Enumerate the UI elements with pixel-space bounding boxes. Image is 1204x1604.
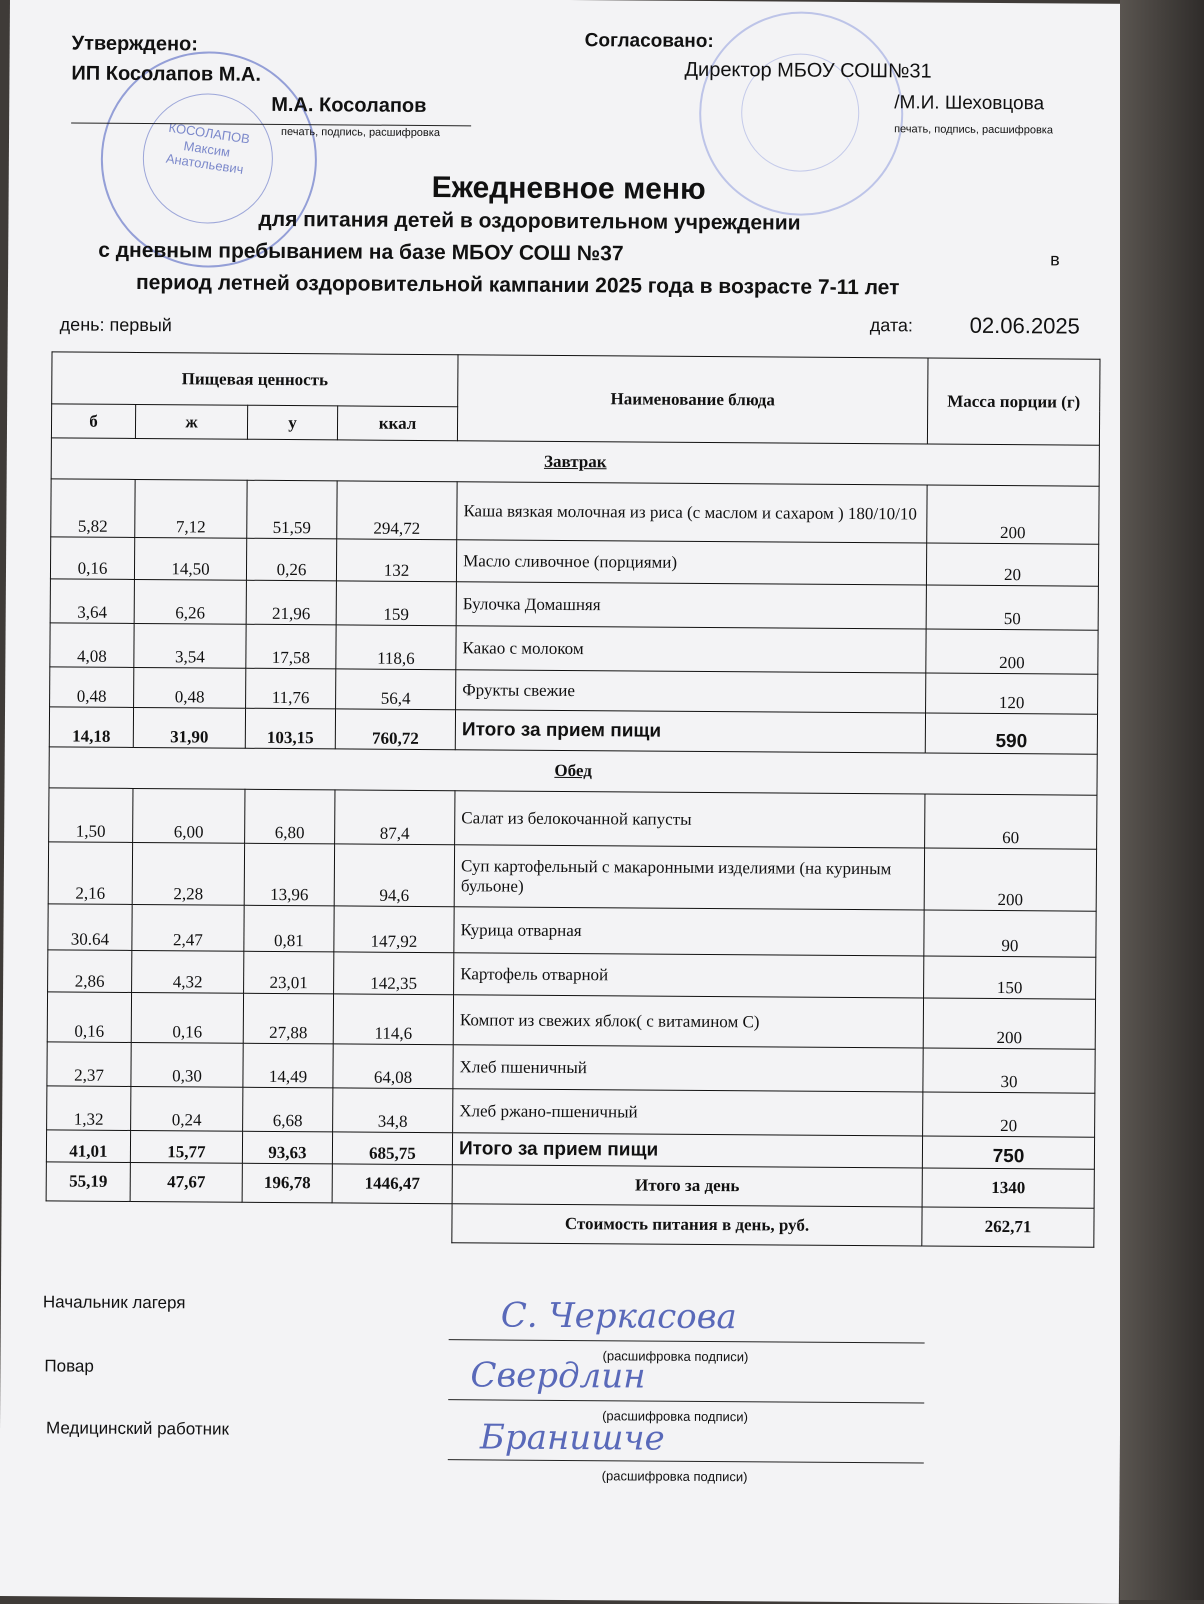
cell-protein: 0,16: [50, 537, 134, 580]
cell-kcal: 132: [336, 539, 456, 582]
cell-protein: 1,50: [49, 788, 133, 843]
menu-subtitle-2: с дневным пребыванием на базе МБОУ СОШ №37: [98, 238, 624, 266]
cell-fat: 0,24: [131, 1086, 243, 1131]
cell-protein: 2,86: [48, 950, 132, 993]
cell-protein: 4,08: [50, 623, 134, 668]
day-label: день: первый: [59, 314, 172, 336]
cell-carb: 13,96: [244, 843, 334, 906]
breakfast-section-title: Завтрак: [51, 438, 1099, 486]
cell-dish: Какао с молоком: [456, 626, 926, 673]
table-row: [50, 579, 1098, 630]
cell-mass: 20: [926, 543, 1098, 586]
cell-carb: 17,58: [246, 624, 336, 669]
cell-kcal: 34,8: [333, 1088, 453, 1133]
cell-carb: 21,96: [246, 580, 336, 625]
cell-mass: 30: [923, 1048, 1095, 1093]
signature-role-head: Начальник лагеря: [42, 1292, 186, 1313]
cell-fat: 0,30: [131, 1042, 243, 1087]
cell-carb: 14,49: [243, 1043, 333, 1088]
cell-mass: 50: [926, 585, 1098, 630]
agreed-caption: печать, подпись, расшифровка: [894, 123, 1054, 137]
approved-block: [71, 32, 472, 140]
cost-label: Стоимость питания в день, руб.: [452, 1204, 922, 1246]
cell-dish: Картофель отварной: [454, 953, 924, 998]
cost-row: [46, 1201, 1094, 1247]
cell-dish: Фрукты свежие: [456, 670, 926, 713]
cell-mass: 200: [924, 848, 1096, 911]
day-total-kcal: 1446,47: [332, 1164, 452, 1204]
signature-head: С. Черкасова: [500, 1295, 737, 1338]
cell-mass: 200: [927, 485, 1099, 544]
cell-dish: Суп картофельный с макаронными изделиями (на куриным бульоне): [454, 845, 924, 910]
day-total-protein: 55,19: [46, 1162, 130, 1202]
cell-carb: 11,76: [246, 668, 336, 709]
cell-kcal: 159: [336, 581, 456, 626]
table-row: [48, 904, 1096, 957]
mass-header: Масса порции (г): [927, 358, 1100, 445]
signature-caption-cook: (расшифровка подписи): [602, 1408, 748, 1425]
cell-fat: 31,90: [133, 707, 245, 748]
signature-role-medic: Медицинский работник: [45, 1418, 230, 1439]
table-row: [50, 623, 1098, 674]
breakfast-total-mass: 590: [925, 713, 1097, 754]
cell-protein: 2,37: [47, 1042, 131, 1087]
col-kcal-header: ккал: [337, 406, 457, 441]
col-fat-header: ж: [135, 404, 247, 439]
signature-role-cook: Повар: [44, 1356, 94, 1376]
cell-kcal: 56,4: [336, 669, 456, 710]
cell-mass: 150: [924, 956, 1096, 999]
cell-carb: 23,01: [244, 951, 334, 994]
cell-dish: Салат из белокочанной капусты: [455, 791, 925, 848]
approved-caption: печать, подпись, расшифровка: [281, 125, 441, 140]
cell-protein: 0,16: [47, 992, 131, 1043]
cell-fat: 2,28: [132, 842, 244, 905]
cell-fat: 0,48: [134, 667, 246, 708]
breakfast-total-row: [49, 707, 1097, 754]
signature-caption-medic: (расшифровка подписи): [601, 1468, 748, 1485]
col-protein-header: б: [51, 404, 135, 439]
cell-fat: 6,00: [133, 788, 245, 843]
cell-fat: 6,26: [134, 579, 246, 624]
cell-dish: Хлеб пшеничный: [453, 1045, 923, 1092]
cell-protein: 5,82: [51, 479, 135, 538]
cell-protein: 14,18: [49, 707, 133, 748]
cell-mass: 90: [924, 910, 1096, 957]
cell-kcal: 760,72: [335, 709, 455, 750]
cell-kcal: 294,72: [337, 481, 457, 540]
date-value: 02.06.2025: [969, 312, 1080, 339]
menu-title: Ежедневное меню: [431, 171, 706, 206]
cell-dish: Хлеб ржано-пшеничный: [453, 1089, 923, 1136]
cell-mass: 60: [925, 794, 1097, 849]
signature-caption-head: (расшифровка подписи): [602, 1348, 749, 1365]
cell-kcal: 142,35: [334, 952, 454, 995]
cell-protein: 41,01: [46, 1130, 130, 1163]
cell-kcal: 114,6: [333, 994, 453, 1045]
signature-medic: Бранишче: [479, 1417, 665, 1459]
day-total-label: Итого за день: [452, 1165, 922, 1207]
lunch-total-mass: 750: [922, 1136, 1094, 1169]
cell-fat: 7,12: [135, 479, 247, 538]
approved-label: Утверждено:: [71, 32, 199, 56]
cell-dish: Компот из свежих яблок( с витамином С): [453, 995, 923, 1048]
cell-mass: 200: [926, 629, 1098, 674]
signature-line-cook: [448, 1399, 924, 1403]
background-edge: [1120, 0, 1204, 1600]
cell-carb: 0,26: [246, 538, 336, 581]
nutrition-header: Пищевая ценность: [52, 352, 458, 407]
table-row: [50, 537, 1098, 586]
agreed-signer: /М.И. Шеховцова: [894, 92, 1045, 115]
agreed-label: Согласовано:: [584, 30, 714, 53]
cell-carb: 103,15: [245, 708, 335, 749]
cell-fat: 4,32: [132, 950, 244, 993]
lunch-total-label: Итого за прием пищи: [452, 1133, 922, 1168]
cell-protein: 1,32: [47, 1086, 131, 1131]
table-row: [47, 1086, 1095, 1137]
breakfast-total-label: Итого за прием пищи: [455, 710, 925, 753]
cell-fat: 14,50: [134, 537, 246, 580]
cell-fat: 3,54: [134, 623, 246, 668]
cell-dish: Каша вязкая молочная из риса (с маслом и сахаром ) 180/10/10: [457, 482, 927, 543]
cell-dish: Курица отварная: [454, 907, 924, 956]
cell-kcal: 685,75: [332, 1132, 452, 1165]
signature-line-head: [449, 1339, 925, 1343]
signature-line-medic: [448, 1459, 924, 1463]
cost-value: 262,71: [922, 1207, 1094, 1247]
table-row: [49, 788, 1097, 849]
menu-subtitle-3: период летней оздоровительной кампании 2025 года в возрасте 7-11 лет: [135, 270, 900, 300]
table-row: [47, 992, 1095, 1049]
cell-mass: 20: [923, 1092, 1095, 1137]
signature-cook: Свердлин: [470, 1355, 646, 1397]
cell-protein: 3,64: [50, 579, 134, 624]
cell-kcal: 147,92: [334, 906, 454, 953]
cell-carb: 51,59: [247, 480, 337, 539]
cell-kcal: 94,6: [334, 844, 454, 907]
approval-stamp-text: КОСОЛАПОВ Максим Анатольевич: [164, 119, 251, 178]
cell-mass: 200: [923, 998, 1095, 1049]
cell-protein: 0,48: [50, 667, 134, 708]
date-label: дата:: [869, 315, 913, 336]
cell-carb: 27,88: [243, 993, 333, 1044]
menu-subtitle-1: для питания детей в оздоровительном учреждении: [258, 207, 801, 235]
cell-carb: 93,63: [242, 1131, 332, 1164]
cell-fat: 2,47: [132, 904, 244, 951]
agreed-position: Директор МБОУ СОШ№31: [684, 58, 932, 83]
cell-carb: 6,80: [245, 789, 335, 844]
day-total-mass: 1340: [922, 1168, 1094, 1208]
approved-org: ИП Косолапов М.А.: [71, 62, 262, 86]
cell-dish: Булочка Домашняя: [456, 582, 926, 629]
cell-protein: 2,16: [48, 842, 132, 905]
approved-signer: М.А. Косолапов: [271, 93, 427, 118]
col-carb-header: у: [247, 405, 337, 440]
day-total-carb: 196,78: [242, 1163, 332, 1203]
day-total-fat: 47,67: [130, 1162, 242, 1202]
cell-fat: 0,16: [131, 992, 243, 1043]
cell-kcal: 118,6: [336, 625, 456, 670]
cell-fat: 15,77: [130, 1130, 242, 1163]
cell-carb: 6,68: [243, 1087, 333, 1132]
lunch-section-title: Обед: [49, 747, 1097, 795]
menu-table: [45, 351, 1100, 1247]
cell-dish: Масло сливочное (порциями): [456, 540, 926, 585]
cell-kcal: 87,4: [335, 790, 455, 845]
table-row: [48, 842, 1096, 911]
table-row: [51, 479, 1099, 544]
dish-header: Наименование блюда: [457, 355, 928, 444]
menu-subtitle-2-tail: в: [1050, 249, 1060, 270]
cell-kcal: 64,08: [333, 1044, 453, 1089]
cell-protein: 30.64: [48, 904, 132, 951]
table-row: [47, 1042, 1095, 1093]
cell-carb: 0,81: [244, 905, 334, 952]
cell-mass: 120: [926, 673, 1098, 714]
table-row: [48, 950, 1096, 999]
